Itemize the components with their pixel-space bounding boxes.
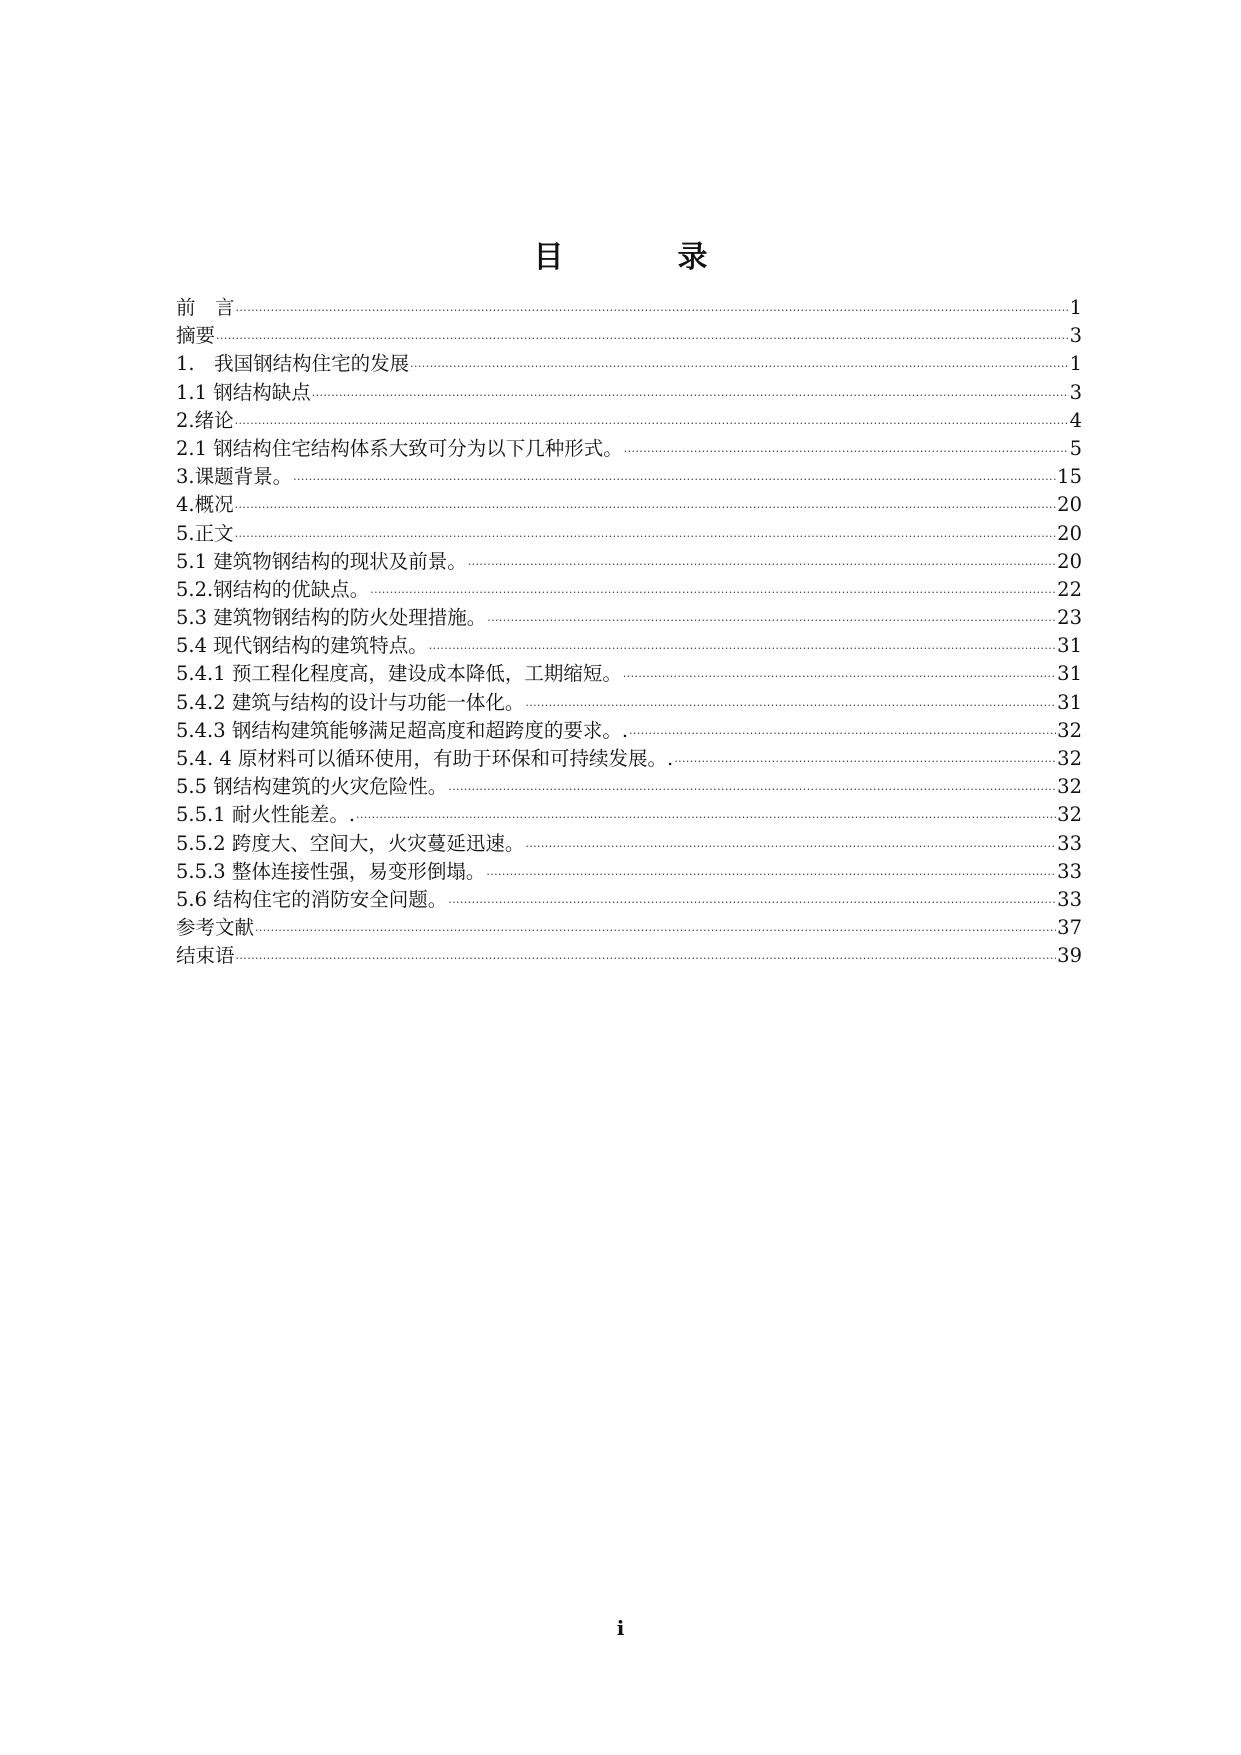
- toc-entry-label: 3.课题背景。: [176, 465, 293, 489]
- toc-entry-page: 20: [1057, 521, 1082, 545]
- toc-entry: [176, 463, 1082, 491]
- toc-entry: [176, 801, 1082, 829]
- toc-entry-page: 31: [1057, 662, 1082, 686]
- toc-entry-page: 1: [1069, 352, 1082, 376]
- toc-entry-label: 5.4.2 建筑与结构的设计与功能一体化。: [176, 690, 525, 714]
- toc-dot-leader: [525, 833, 1056, 861]
- toc-entry-page: 20: [1057, 549, 1082, 573]
- toc-entry-page: 1: [1069, 296, 1082, 319]
- toc-dot-leader: [235, 523, 1057, 551]
- toc-entry: [176, 745, 1082, 773]
- toc-entry-label: 5.2.钢结构的优缺点。: [176, 577, 370, 601]
- toc-entry-label: 摘要: [176, 324, 216, 348]
- toc-dot-leader: [410, 353, 1068, 381]
- toc-dot-leader: [487, 607, 1056, 635]
- toc-dot-leader: [448, 889, 1056, 917]
- toc-entry-label: 5.4 现代钢结构的建筑特点。: [176, 634, 428, 658]
- toc-dot-leader: [293, 466, 1056, 494]
- toc-entry: [176, 548, 1082, 576]
- toc-entry-label: 5.3 建筑物钢结构的防火处理措施。: [176, 606, 487, 630]
- toc-entry-label: 2.绪论: [176, 408, 234, 432]
- toc-dot-leader: [235, 494, 1057, 522]
- table-of-contents: [176, 294, 1082, 971]
- toc-entry-label: 5.4. 4 原材料可以循环使用，有助于环保和可持续发展。.: [176, 747, 674, 770]
- toc-dot-leader: [623, 663, 1056, 691]
- toc-entry-label: 结束语: [176, 944, 235, 968]
- toc-dot-leader: [236, 945, 1057, 973]
- page-number: i: [616, 1616, 625, 1640]
- toc-entry: [176, 491, 1082, 519]
- toc-entry-label: 5.5.1 耐火性能差。.: [176, 803, 356, 827]
- toc-entry: [176, 886, 1082, 914]
- toc-entry-label: 前 言: [176, 296, 235, 319]
- toc-entry-label: 5.正文: [176, 521, 234, 545]
- toc-entry-page: 32: [1057, 718, 1082, 742]
- toc-entry: [176, 914, 1082, 942]
- toc-dot-leader: [235, 410, 1069, 438]
- toc-entry-label: 5.4.1 预工程化程度高，建设成本降低，工期缩短。: [176, 662, 622, 686]
- toc-entry: [176, 350, 1082, 378]
- toc-entry-page: 20: [1057, 493, 1082, 517]
- toc-entry-page: 3: [1069, 380, 1082, 404]
- toc-dot-leader: [486, 861, 1056, 889]
- toc-entry-page: 15: [1057, 465, 1082, 489]
- toc-entry-page: 23: [1057, 606, 1082, 630]
- toc-entry-page: 39: [1057, 944, 1082, 968]
- toc-entry-label: 4.概况: [176, 493, 234, 517]
- toc-dot-leader: [312, 382, 1069, 410]
- toc-entry: [176, 407, 1082, 435]
- toc-entry-page: 37: [1057, 916, 1082, 940]
- toc-entry-page: 4: [1069, 408, 1082, 432]
- toc-entry-label: 5.6 结构住宅的消防安全问题。: [176, 887, 448, 911]
- toc-entry: [176, 379, 1082, 407]
- toc-entry-label: 5.1 建筑物钢结构的现状及前景。: [176, 549, 467, 573]
- toc-entry-label: 1. 我国钢结构住宅的发展: [176, 352, 410, 376]
- toc-entry: [176, 435, 1082, 463]
- toc-entry-page: 31: [1057, 634, 1082, 658]
- toc-entry-label: 5.5.3 整体连接性强，易变形倒塌。: [176, 859, 486, 883]
- toc-entry: [176, 717, 1082, 745]
- toc-dot-leader: [468, 551, 1056, 579]
- toc-entry-page: 22: [1057, 577, 1082, 601]
- toc-entry: [176, 604, 1082, 632]
- toc-dot-leader: [624, 438, 1069, 466]
- toc-entry-label: 1.1 钢结构缺点: [176, 380, 311, 404]
- toc-entry: [176, 942, 1082, 970]
- toc-entry: [176, 830, 1082, 858]
- toc-entry-label: 5.5.2 跨度大、空间大，火灾蔓延迅速。: [176, 831, 525, 855]
- toc-entry-label: 5.4.3 钢结构建筑能够满足超高度和超跨度的要求。.: [176, 718, 629, 742]
- toc-dot-leader: [370, 579, 1056, 607]
- toc-dot-leader: [429, 635, 1056, 663]
- toc-dot-leader: [525, 692, 1056, 720]
- toc-entry-label: 2.1 钢结构住宅结构体系大致可分为以下几种形式。: [176, 436, 623, 460]
- toc-dot-leader: [629, 720, 1056, 748]
- toc-entry: [176, 632, 1082, 660]
- toc-dot-leader: [674, 748, 1056, 776]
- toc-entry: [176, 858, 1082, 886]
- toc-entry-page: 5: [1069, 436, 1082, 460]
- toc-entry-page: 33: [1057, 831, 1082, 855]
- toc-dot-leader: [356, 804, 1056, 832]
- toc-title: 目 录: [533, 240, 750, 275]
- toc-dot-leader: [448, 776, 1056, 804]
- toc-entry: [176, 322, 1082, 350]
- toc-entry: [176, 689, 1082, 717]
- toc-entry-page: 32: [1057, 803, 1082, 827]
- toc-entry: [176, 576, 1082, 604]
- toc-entry: [176, 773, 1082, 801]
- toc-dot-leader: [255, 917, 1056, 945]
- toc-entry-page: 3: [1069, 324, 1082, 348]
- toc-entry: [176, 520, 1082, 548]
- toc-dot-leader: [236, 297, 1069, 325]
- toc-entry-label: 参考文献: [176, 916, 255, 940]
- toc-dot-leader: [216, 325, 1069, 353]
- toc-entry-page: 32: [1057, 775, 1082, 799]
- toc-entry: [176, 294, 1082, 322]
- toc-entry-page: 33: [1057, 859, 1082, 883]
- toc-entry-label: 5.5 钢结构建筑的火灾危险性。: [176, 775, 448, 799]
- toc-entry-page: 31: [1057, 690, 1082, 714]
- toc-entry-page: 33: [1057, 887, 1082, 911]
- toc-entry-page: 32: [1057, 747, 1082, 770]
- toc-entry: [176, 660, 1082, 688]
